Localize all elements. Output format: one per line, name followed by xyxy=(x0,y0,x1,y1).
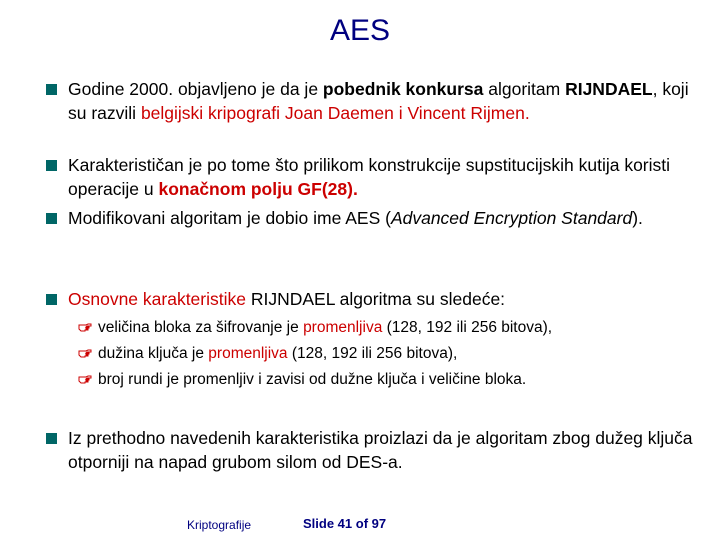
bullet-text: Godine 2000. objavljeno je da je pobednik konkursa algoritam RIJNDAEL, koji su razvili belgijski kripografi Joan Daemen i Vincent Rijmen. xyxy=(68,79,689,123)
sub-bullet-item xyxy=(78,368,698,392)
sub-bullet-text: dužina ključa je promenljiva (128, 192 ili 256 bitova), xyxy=(98,345,458,362)
sub-bullet-text: broj rundi je promenljiv i zavisi od dužne ključa i veličine bloka. xyxy=(98,371,527,388)
bullet-text: Osnovne karakteristike RIJNDAEL algoritma su sledeće: xyxy=(68,289,506,309)
footer-slide-number: Slide 41 of 97 xyxy=(303,516,387,531)
square-bullet-icon xyxy=(46,160,57,171)
bullet-text: Karakterističan je po tome što prilikom konstrukcije supstitucijskih kutija koristi operacije u konačnom polju GF(28). xyxy=(68,155,671,199)
bullet-item xyxy=(46,426,698,474)
footer-course-name: Kriptografije xyxy=(187,518,252,532)
square-bullet-icon xyxy=(46,213,57,224)
slide-title: AES xyxy=(329,14,391,47)
pointing-hand-icon xyxy=(78,375,91,384)
pointing-hand-icon xyxy=(78,349,91,358)
pointing-hand-icon xyxy=(78,323,91,332)
square-bullet-icon xyxy=(46,294,57,305)
square-bullet-icon xyxy=(46,84,57,95)
bullet-item xyxy=(46,77,698,125)
bullet-item xyxy=(46,287,698,311)
bullet-item xyxy=(46,206,698,230)
sub-bullet-item xyxy=(78,342,698,366)
sub-bullet-item xyxy=(78,316,698,340)
bullet-text: Iz prethodno navedenih karakteristika proizlazi da je algoritam zbog dužeg ključa otporniji na napad grubom silom od DES-a. xyxy=(68,428,693,472)
bullet-item xyxy=(46,153,698,201)
sub-bullet-text: veličina bloka za šifrovanje je promenljiva (128, 192 ili 256 bitova), xyxy=(98,319,553,336)
bullet-text: Modifikovani algoritam je dobio ime AES (Advanced Encryption Standard). xyxy=(68,208,643,228)
square-bullet-icon xyxy=(46,433,57,444)
